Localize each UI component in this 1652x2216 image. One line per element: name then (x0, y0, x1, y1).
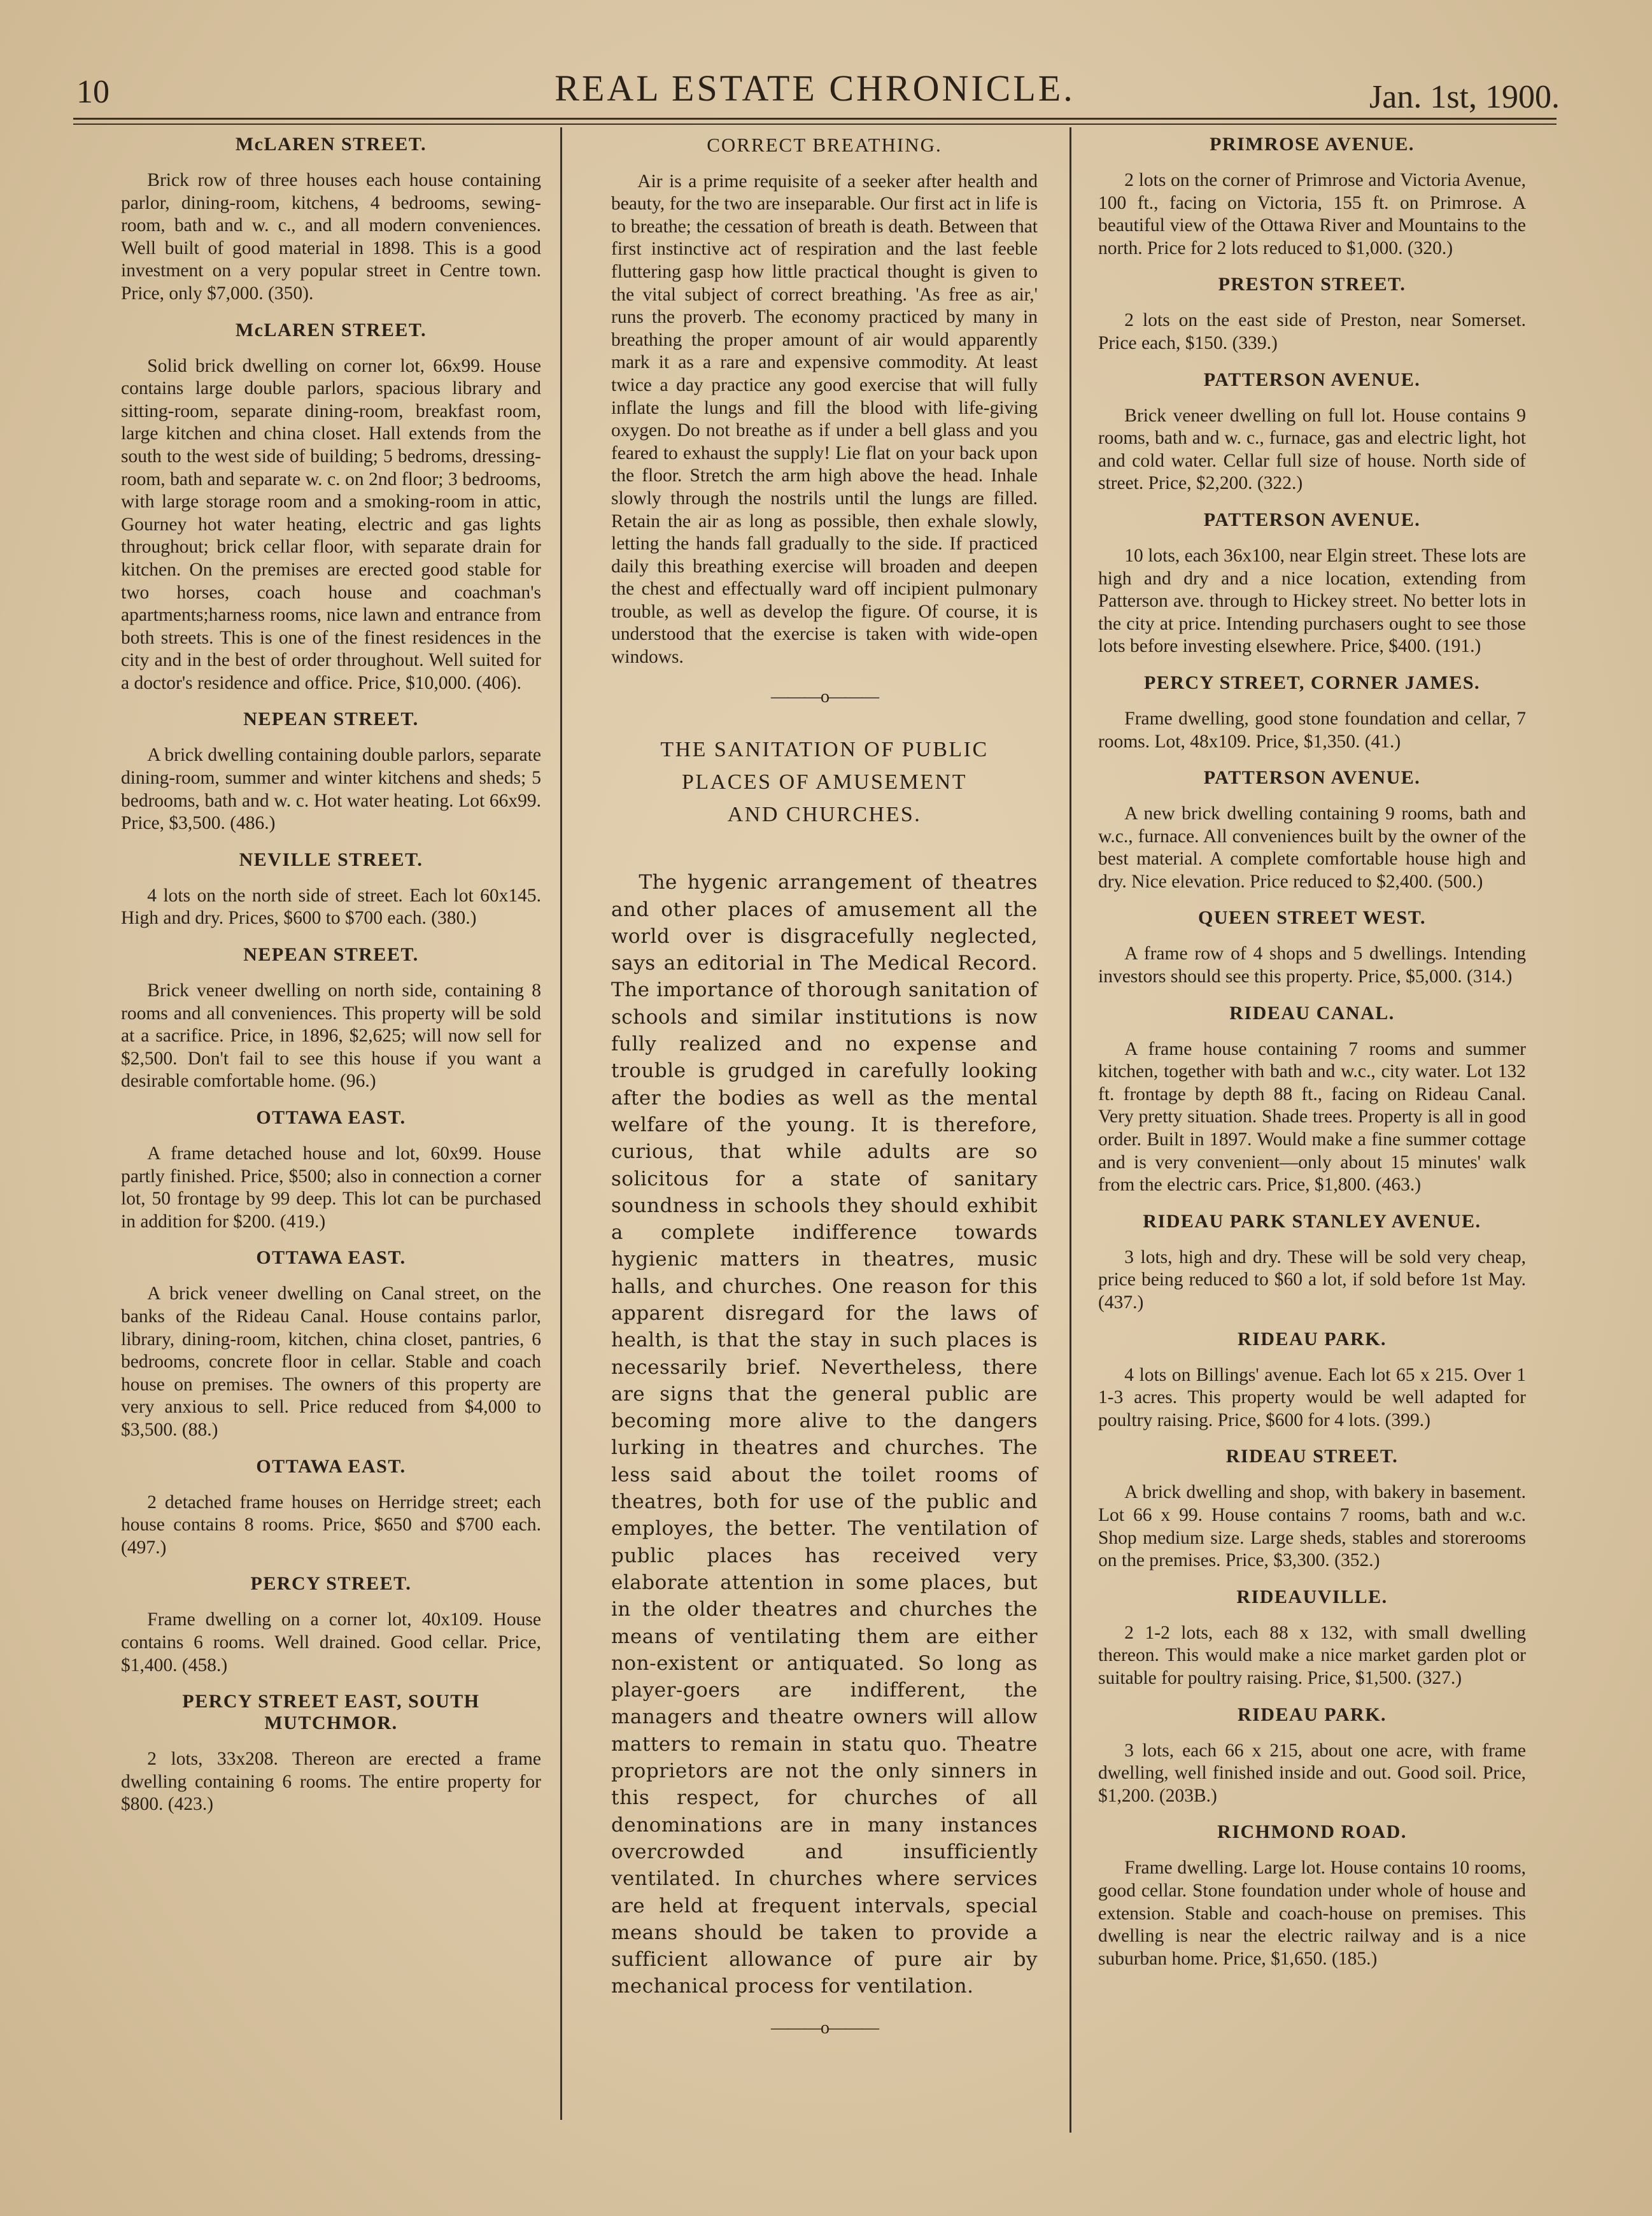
listing-body: 10 lots, each 36x100, near Elgin street. These lots are high and dry and a nice location, extending from Patterson ave. through to Hickey street. No better lots in the city at price. Intending purchasers ought to see those lots before investing elsewhere. Price, $400. (191.) (1098, 545, 1526, 657)
listing (1098, 274, 1526, 355)
listing (121, 1691, 541, 1816)
listing-body: A new brick dwelling containing 9 rooms, bath and w.c., furnace. All conveniences built by the owner of the best material. A complete comfortable house high and dry. Nice elevation. Price reduced to $2,400. (500.) (1098, 803, 1526, 892)
listing (121, 320, 541, 695)
listing (1098, 1586, 1526, 1690)
separator: ———o——— (771, 686, 878, 707)
column-left-listings (121, 134, 541, 1830)
listing-heading: NEPEAN STREET. (243, 709, 419, 730)
listing (1098, 672, 1526, 753)
article-title: CORRECT BREATHING. (707, 134, 942, 156)
listing (121, 1247, 541, 1441)
listing (1098, 134, 1526, 260)
issue-date: Jan. 1st, 1900. (1369, 79, 1560, 115)
listing-body: A brick veneer dwelling on Canal street, on the banks of the Rideau Canal. House contains parlor, library, dining-room, kitchen, china closet, pantries, 6 bedrooms, concrete floor in cellar. Stable and coach house on premises. The owners of this property are very anxious to sell. Price reduced from $4,000 to $3,500. (88.) (121, 1283, 541, 1440)
end-mark: ———o——— (771, 2017, 878, 2038)
listing-heading: OTTAWA EAST. (256, 1247, 406, 1269)
listing-body: 4 lots on the north side of street. Each lot 60x145. High and dry. Prices, $600 to $700 each. (380.) (121, 885, 541, 929)
listing-heading: RIDEAU PARK. (1237, 1704, 1387, 1725)
listing (1098, 1003, 1526, 1197)
article-title (611, 733, 1038, 831)
article-title-line: AND CHURCHES. (727, 803, 922, 827)
listing (1098, 369, 1526, 495)
listing-body: A brick dwelling containing double parlors, separate dining-room, summer and winter kitchens and sheds; 5 bedrooms, bath and w. c. Hot water heating. Lot 66x99. Price, $3,500. (486.) (121, 745, 541, 834)
listing-heading: NEPEAN STREET. (243, 944, 419, 966)
column-divider-2 (1070, 127, 1071, 2133)
listing-heading: RIDEAU PARK STANLEY AVENUE. (1143, 1210, 1481, 1232)
listing-body: 2 1-2 lots, each 88 x 132, with small dwelling thereon. This would make a nice market garden plot or suitable for poultry raising. Price, $1,500. (327.) (1098, 1622, 1526, 1688)
listing-body: Solid brick dwelling on corner lot, 66x99. House contains large double parlors, spacious library and sitting-room, separate dining-room, breakfast room, large kitchen and china closet. Hall extends from the south to the west side of building; 5 bedroms, dressing-room, bath and separate w. c. on 2nd floor; 3 bedrooms, with large storage room and a smoking-room in attic, Gourney hot water heating, electric and gas lights throughout; brick cellar floor, with separate drain for kitchen. On the premises are erected good stable for two horses, coach house and coachman's apartments;harness rooms, nice lawn and entrance from both streets. This is one of the finest residences in the city and in the best of order throughout. Well suited for a doctor's residence and office. Price, $10,000. (406). (121, 355, 541, 693)
listing-heading: PRIMROSE AVENUE. (1210, 134, 1415, 155)
listing (1098, 509, 1526, 658)
listing-body: 3 lots, each 66 x 215, about one acre, with frame dwelling, well finished inside and out. Good soil. Price, $1,200. (203B.) (1098, 1740, 1526, 1806)
article-title-line: PLACES OF AMUSEMENT (681, 770, 967, 794)
listing (1098, 767, 1526, 893)
listing (121, 849, 541, 930)
listing-heading: McLAREN STREET. (235, 134, 427, 155)
listing-heading: RIDEAU CANAL. (1229, 1002, 1395, 1024)
listing-heading: OTTAWA EAST. (256, 1107, 406, 1128)
listing-body: 2 lots on the corner of Primrose and Victoria Avenue, 100 ft., facing on Victoria, 155 ft. on Primrose. A beautiful view of the Ottawa River and Mountains to the north. Price for 2 lots reduced to $1,000. (320.) (1098, 170, 1526, 258)
listing-heading: RIDEAUVILLE. (1236, 1586, 1388, 1607)
listing-body: A frame detached house and lot, 60x99. House partly finished. Price, $500; also in connection a corner lot, 50 frontage by 99 deep. This lot can be purchased in addition for $200. (419.) (121, 1143, 541, 1232)
listing-body: Brick veneer dwelling on north side, containing 8 rooms and all conveniences. This property will be sold at a sacrifice. Price, in 1896, $2,625; will now sell for $2,500. Don't fail to see this house if you want a desirable comfortable home. (96.) (121, 980, 541, 1092)
column-divider-1 (560, 127, 562, 2120)
article-body: Air is a prime requisite of a seeker after health and beauty, for the two are inseparable. Our first act in life is to breathe; the cessation of breath is death. Between that first instinctive act of respiration and the last feeble fluttering gasp how little practical thought is given to the vital subject of correct breathing. 'As free as air,' runs the proverb. The economy practiced by many in breathing the proper amount of air would apparently mark it as a rare and expensive commodity. At least twice a day practice any good exercise that will fully inflate the lungs and fill the blood with life-giving oxygen. Do not breathe as if under a bell glass and you feared to exhaust the supply! Lie flat on your back upon the floor. Stretch the arm high above the head. Inhale slowly through the nostrils until the lungs are filled. Retain the air as long as possible, then exhale slowly, letting the hands fall gradually to the side. If practiced daily this breathing exercise will broaden and deepen the chest and effectually ward off incipient pulmonary trouble, as well as develop the figure. Of course, it is understood that the exercise is taken with wide-open windows. (611, 171, 1038, 668)
listing-heading: PATTERSON AVENUE. (1203, 509, 1421, 530)
listing-heading: PERCY STREET EAST, SOUTH MUTCHMOR. (182, 1691, 480, 1734)
listing-heading: PERCY STREET. (250, 1573, 412, 1595)
listing-heading: QUEEN STREET WEST. (1198, 907, 1426, 929)
listing-heading: NEVILLE STREET. (239, 849, 423, 870)
listing (1098, 1211, 1526, 1315)
listing-body: Frame dwelling. Large lot. House contains 10 rooms, good cellar. Stone foundation under whole of house and extension. Stable and coach-house on premises. This dwelling is near the electric railway and is a nice suburban home. Price, $1,650. (185.) (1098, 1858, 1526, 1969)
listing (1098, 1446, 1526, 1572)
masthead (70, 60, 1560, 115)
listing-body: 2 lots on the east side of Preston, near Somerset. Price each, $150. (339.) (1098, 310, 1526, 353)
article-body: The hygenic arrangement of theatres and other places of amusement all the world over is disgracefully neglected, says an editorial in The Medical Record. The importance of thorough sanitation of schools and similar institutions is now fully realized and no expense and trouble is grudged in carefully looking after the bodies as well as the mental welfare of the young. It is therefore, curious, that while adults are so solicitous for a state of sanitary soundness in schools they should exhibit a complete indifference towards hygienic matters in theatres, music halls, and churches. One reason for this apparent disregard for the laws of health, is that the stay in such places is necessarily brief. Nevertheless, there are signs that the general public are becoming more alive to the dangers lurking in theatres and churches. The less said about the toilet rooms of theatres, both for use of the public and employes, the better. The ventilation of public places has received very elaborate attention in some places, but in the older theatres and churches the means of ventilating them are either non-existent or antiquated. So long as player-goers are indifferent, the managers and theatre owners will allow matters to remain in statu quo. Theatre proprietors are not the only sinners in this respect, for churches of all denominations are in many instances overcrowded and insufficiently ventilated. In churches where services are held at frequent intervals, special means should be taken to provide a sufficient allowance of pure air by mechanical process for ventilation. (611, 871, 1038, 1998)
listing (121, 944, 541, 1093)
listing (1098, 1329, 1526, 1432)
masthead-rule (73, 118, 1557, 125)
listing-body: 4 lots on Billings' avenue. Each lot 65 x 215. Over 1 1-3 acres. This property would be well adapted for poultry raising. Price, $600 for 4 lots. (399.) (1098, 1364, 1526, 1430)
listing-body: Frame dwelling on a corner lot, 40x109. House contains 6 rooms. Well drained. Good cellar. Price, $1,400. (458.) (121, 1609, 541, 1676)
listing-heading: RIDEAU STREET. (1225, 1446, 1399, 1467)
listing (1098, 1821, 1526, 1970)
listing-body: 2 detached frame houses on Herridge street; each house contains 8 rooms. Price, $650 and $700 each. (497.) (121, 1492, 541, 1558)
listing-heading: PATTERSON AVENUE. (1203, 767, 1421, 789)
listing (121, 1456, 541, 1560)
column-right-listings (1098, 134, 1526, 1984)
listing-body: A frame row of 4 shops and 5 dwellings. Intending investors should see this property. Price, $5,000. (314.) (1098, 943, 1526, 987)
listing (1098, 907, 1526, 988)
listing (121, 709, 541, 835)
listing (121, 1573, 541, 1677)
listing-heading: PRESTON STREET. (1218, 274, 1406, 295)
listing-body: A frame house containing 7 rooms and summer kitchen, together with bath and w.c., city water. Lot 132 ft. frontage by depth 88 ft., facing on Rideau Canal. Very pretty situation. Shade trees. Property is all in good order. Built in 1897. Would make a fine summer cottage and is very convenient—only about 15 minutes' walk from the electric cars. Price, $1,800. (463.) (1098, 1038, 1526, 1196)
listing (121, 134, 541, 306)
listing-heading: McLAREN STREET. (235, 319, 427, 341)
listing-heading: OTTAWA EAST. (256, 1455, 406, 1477)
listing-body: 2 lots, 33x208. Thereon are erected a frame dwelling containing 6 rooms. The entire property for $800. (423.) (121, 1749, 541, 1815)
listing-heading: PATTERSON AVENUE. (1203, 369, 1421, 390)
listing-body: Frame dwelling, good stone foundation and cellar, 7 rooms. Lot, 48x109. Price, $1,350. (41.) (1098, 708, 1526, 752)
publication-title: REAL ESTATE CHRONICLE. (554, 67, 1075, 109)
listing-heading: PERCY STREET, CORNER JAMES. (1143, 672, 1481, 693)
page-number: 10 (76, 74, 109, 110)
column-middle-articles (611, 134, 1038, 2064)
listing-body: 3 lots, high and dry. These will be sold very cheap, price being reduced to $60 a lot, if sold before 1st May. (437.) (1098, 1246, 1526, 1313)
listing-body: Brick row of three houses each house containing parlor, dining-room, kitchens, 4 bedrooms, sewing-room, bath and w. c., and all modern conveniences. Well built of good material in 1898. This is a good investment on a very popular street in Centre town. Price, only $7,000. (350). (121, 170, 541, 304)
listing (121, 1107, 541, 1233)
listing-heading: RIDEAU PARK. (1237, 1328, 1387, 1350)
listing-body: A brick dwelling and shop, with bakery in basement. Lot 66 x 99. House contains 7 rooms, bath and w.c. Shop medium size. Large sheds, stables and storerooms on the premises. Price, $3,300. (352.) (1098, 1482, 1526, 1571)
listing (1098, 1704, 1526, 1808)
listing-heading: RICHMOND ROAD. (1217, 1821, 1407, 1843)
article-title-line: THE SANITATION OF PUBLIC (660, 738, 989, 762)
listing-body: Brick veneer dwelling on full lot. House contains 9 rooms, bath and w. c., furnace, gas and electric light, hot and cold water. Cellar full size of house. North side of street. Price, $2,200. (322.) (1098, 405, 1526, 494)
